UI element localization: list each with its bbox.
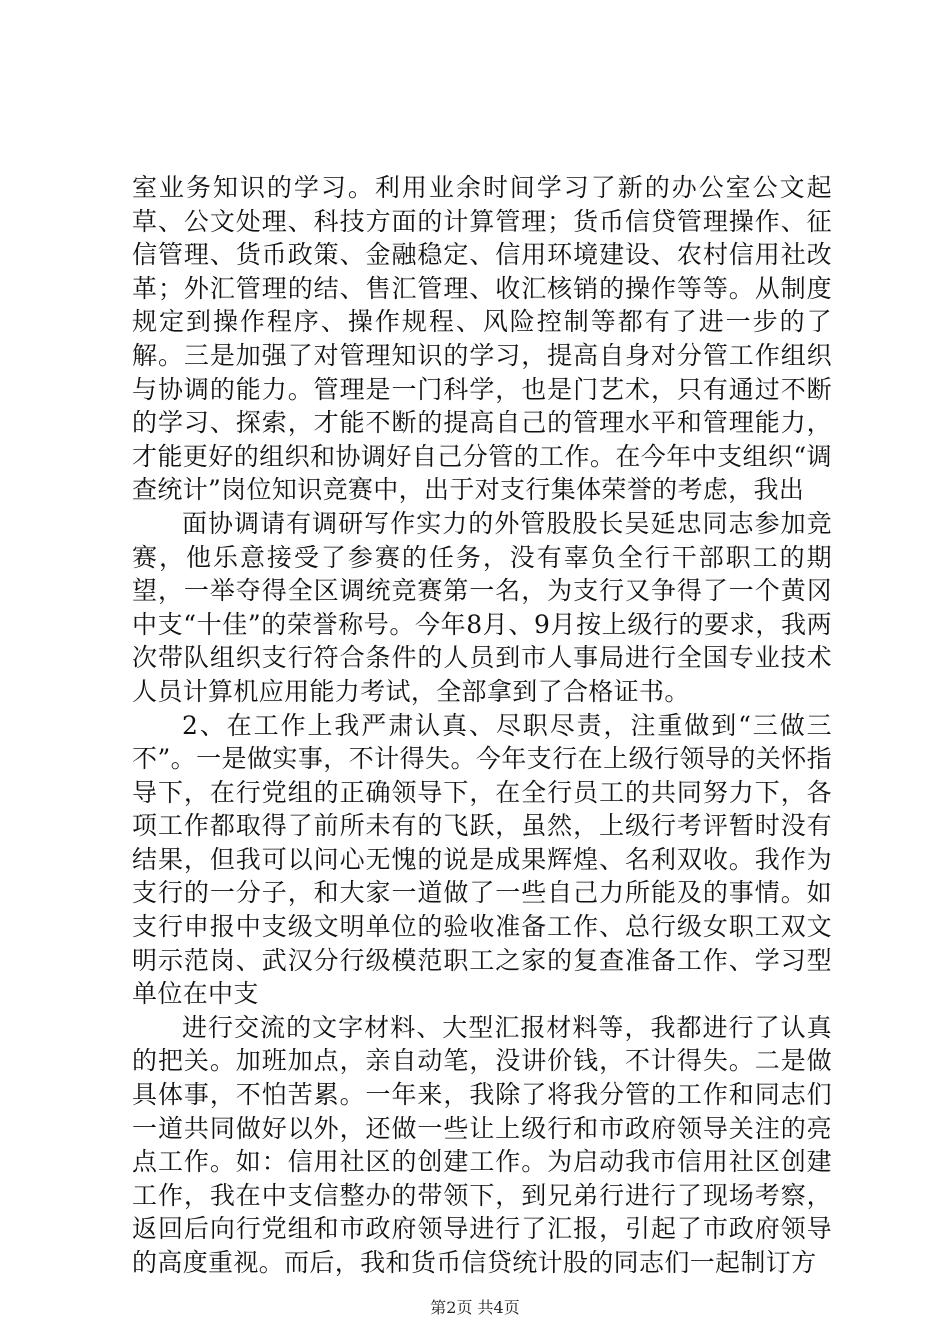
document-body — [132, 171, 832, 1280]
paragraph-4: 进行交流的文字材料、大型汇报材料等，我都进行了认真的把关。加班加点，亲自动笔，没讲价钱，不计得失。二是做具体事，不怕苦累。一年来，我除了将我分管的工作和同志们一道共同做好以外，还做一些让上级行和市政府领导关注的亮点工作。如：信用社区的创建工作。为启动我市信用社区创建工作，我在中支信整办的带领下，到兄弟行进行了现场考察，返回后向行党组和市政府领导进行了汇报，引起了市政府领导的高度重视。而后，我和货币信贷统计股的同志们一起制订方 — [132, 1012, 832, 1277]
paragraph-2: 面协调请有调研写作实力的外管股股长吴延忠同志参加竞赛，他乐意接受了参赛的任务，没有辜负全行干部职工的期望，一举夺得全区调统竞赛第一名，为支行又争得了一个黄冈中支“十佳”的荣誉称号。今年8月、9月按上级行的要求，我两次带队组织支行符合条件的人员到市人事局进行全国专业技术人员计算机应用能力考试，全部拿到了合格证书。 — [132, 508, 832, 706]
paragraph-1: 室业务知识的学习。利用业余时间学习了新的办公室公文起草、公文处理、科技方面的计算管理；货币信贷管理操作、征信管理、货币政策、金融稳定、信用环境建设、农村信用社改革；外汇管理的结、售汇管理、收汇核销的操作等等。从制度规定到操作程序、操作规程、风险控制等都有了进一步的了解。三是加强了对管理知识的学习，提高自身对分管工作组织与协调的能力。管理是一门科学，也是门艺术，只有通过不断的学习、探索，才能不断的提高自己的管理水平和管理能力，才能更好的组织和协调好自己分管的工作。在今年中支组织“调查统计”岗位知识竞赛中，出于对支行集体荣誉的考虑，我出 — [132, 173, 832, 505]
page-footer — [0, 1298, 950, 1318]
paragraph-3: 2、在工作上我严肃认真、尽职尽责，注重做到“三做三不”。一是做实事，不计得失。今年支行在上级行领导的关怀指导下，在行党组的正确领导下，在全行员工的共同努力下，各项工作都取得了前所未有的飞跃，虽然，上级行考评暂时没有结果，但我可以问心无愧的说是成果辉煌、名利双收。我作为支行的一分子，和大家一道做了一些自己力所能及的事情。如支行申报中支级文明单位的验收准备工作、总行级女职工双文明示范岗、武汉分行级模范职工之家的复查准备工作、学习型单位在中支 — [132, 710, 832, 1009]
page-number-label: 第2页 共4页 — [430, 1298, 520, 1317]
